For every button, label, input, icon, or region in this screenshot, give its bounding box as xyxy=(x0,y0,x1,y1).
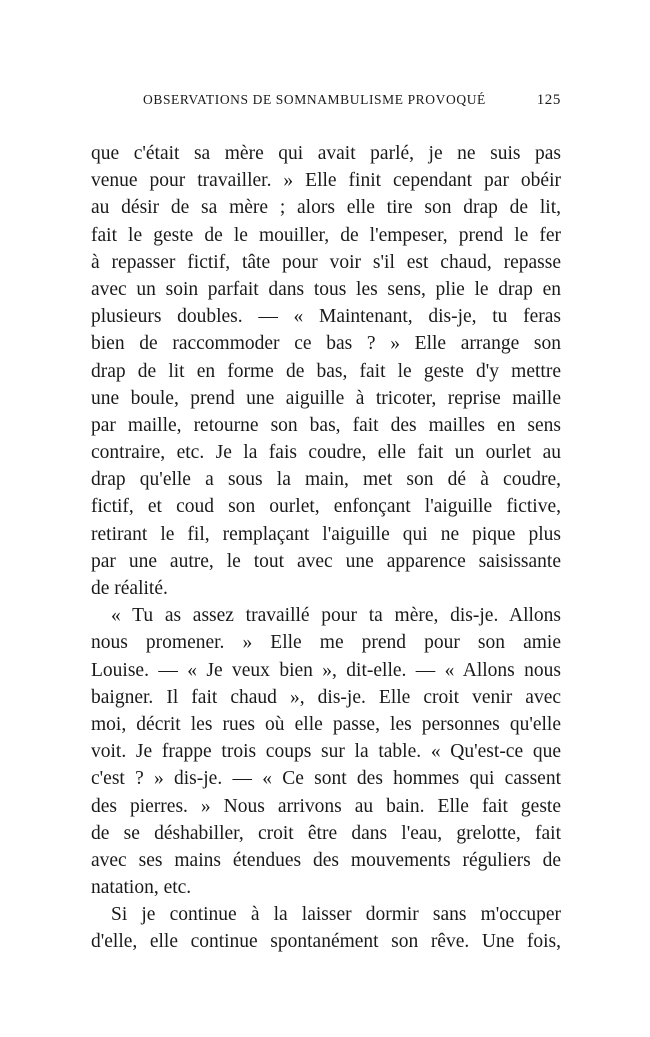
text-line: moi, décrit les rues où elle passe, les personnes qu'elle xyxy=(91,713,561,735)
text-line: c'est ? » dis-je. — « Ce sont des hommes qui cassent xyxy=(91,768,561,790)
page-header xyxy=(143,92,561,114)
paragraph-1 xyxy=(91,140,561,602)
text-line: que c'était sa mère qui avait parlé, je ne suis pas xyxy=(91,143,561,164)
text-line: natation, etc. xyxy=(91,877,192,899)
text-line: au désir de sa mère ; alors elle tire son drap de lit, xyxy=(91,197,561,219)
text-line: une boule, prend une aiguille à tricoter, reprise maille xyxy=(91,387,561,409)
text-line: « Tu as assez travaillé pour ta mère, dis-je. Allons xyxy=(111,605,561,627)
text-line: contraire, etc. Je la fais coudre, elle fait un ourlet au xyxy=(91,442,561,464)
text-line: à repasser fictif, tâte pour voir s'il est chaud, repasse xyxy=(91,251,561,273)
text-line: avec ses mains étendues des mouvements réguliers de xyxy=(91,849,561,871)
text-line: bien de raccommoder ce bas ? » Elle arrange son xyxy=(91,333,561,355)
text-line: nous promener. » Elle me prend pour son amie xyxy=(91,632,561,654)
text-line: par maille, retourne son bas, fait des mailles en sens xyxy=(91,414,561,436)
text-line: voit. Je frappe trois coups sur la table. « Qu'est-ce que xyxy=(91,741,561,763)
page-number: 125 xyxy=(536,92,561,108)
text-line: des pierres. » Nous arrivons au bain. Elle fait geste xyxy=(91,795,561,817)
body-text xyxy=(91,140,561,956)
text-line: plusieurs doubles. — « Maintenant, dis-je, tu feras xyxy=(91,306,561,328)
text-line: drap de lit en forme de bas, fait le geste d'y mettre xyxy=(91,360,561,382)
text-line: de se déshabiller, croit être dans l'eau, grelotte, fait xyxy=(91,822,561,844)
text-line: venue pour travailler. » Elle finit cependant par obéir xyxy=(91,170,561,192)
text-line: drap qu'elle a sous la main, met son dé à coudre, xyxy=(91,469,561,491)
text-line: avec un soin parfait dans tous les sens, plie le drap en xyxy=(91,278,561,300)
running-title: OBSERVATIONS DE SOMNAMBULISME PROVOQUÉ xyxy=(143,92,486,107)
text-line: de réalité. xyxy=(91,578,168,599)
paragraph-2 xyxy=(91,602,561,901)
paragraph-3 xyxy=(91,901,561,955)
text-line: Louise. — « Je veux bien », dit-elle. — « Allons nous xyxy=(91,659,561,681)
text-line: par une autre, le tout avec une apparence saisissante xyxy=(91,550,561,572)
text-line: fait le geste de le mouiller, de l'empeser, prend le fer xyxy=(91,224,561,246)
text-line: d'elle, elle continue spontanément son rêve. Une fois, xyxy=(91,931,561,953)
text-line: baigner. Il fait chaud », dis-je. Elle croit venir avec xyxy=(91,686,561,708)
text-line: retirant le fil, remplaçant l'aiguille qui ne pique plus xyxy=(91,523,561,545)
text-line: Si je continue à la laisser dormir sans m'occuper xyxy=(111,904,561,926)
text-line: fictif, et coud son ourlet, enfonçant l'aiguille fictive, xyxy=(91,496,561,518)
